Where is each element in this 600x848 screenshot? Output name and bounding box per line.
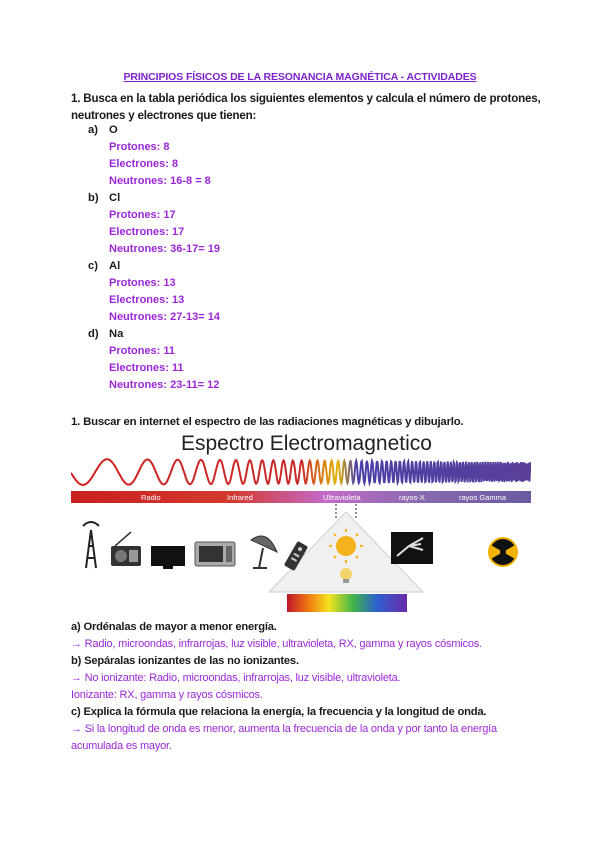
answer-electrones: Electrones: 13 xyxy=(109,294,185,306)
answer-protones: Protones: 8 xyxy=(109,141,170,153)
radio-icon xyxy=(111,532,141,566)
element-symbol: O xyxy=(109,124,118,136)
question-a: a) Ordénalas de mayor a menor energía. xyxy=(71,621,277,633)
answer-b-2: Ionizante: RX, gamma y rayos cósmicos. xyxy=(71,689,263,701)
answer-b-1: → No ionizante: Radio, microondas, infrarrojas, luz visible, ultravioleta. xyxy=(71,672,401,684)
radio-tower-icon xyxy=(83,522,99,568)
band-label-ultravioleta: Ultravioleta xyxy=(323,493,361,502)
band-label-radio: Radio xyxy=(141,493,161,502)
answer-neutrones: Neutrones: 23-11= 12 xyxy=(109,379,220,391)
tv-icon xyxy=(151,546,185,569)
question-c: c) Explica la fórmula que relaciona la energía, la frecuencia y la longitud de onda. xyxy=(71,706,487,718)
spectrum-wave xyxy=(71,459,531,485)
question-b: b) Sepáralas ionizantes de las no ionizantes. xyxy=(71,655,299,667)
band-label-infrared: Infrared xyxy=(227,493,253,502)
spectrum-figure xyxy=(71,428,531,618)
item-letter: d) xyxy=(88,328,99,340)
sun-icon xyxy=(336,536,356,556)
answer-protones: Protones: 17 xyxy=(109,209,176,221)
answer-electrones: Electrones: 17 xyxy=(109,226,185,238)
element-symbol: Cl xyxy=(109,192,121,204)
answer-c-1: → Si la longitud de onda es menor, aumenta la frecuencia de la onda y por tanto la energía xyxy=(71,723,497,735)
element-symbol: Na xyxy=(109,328,124,340)
answer-c-2: acumulada es mayor. xyxy=(71,740,172,752)
item-letter: b) xyxy=(88,192,99,204)
light-bulb-base xyxy=(343,579,349,583)
satellite-dish-icon xyxy=(251,536,277,568)
answer-protones: Protones: 11 xyxy=(109,345,176,357)
item-letter: c) xyxy=(88,260,98,272)
element-symbol: Al xyxy=(109,260,121,272)
answer-protones: Protones: 13 xyxy=(109,277,176,289)
band-label-rayos-gamma: rayos Gamma xyxy=(459,493,507,502)
light-bulb-icon xyxy=(340,568,352,580)
question-2: 1. Buscar en internet el espectro de las radiaciones magnéticas y dibujarlo. xyxy=(71,416,464,428)
answer-a: → Radio, microondas, infrarrojas, luz visible, ultravioleta, RX, gamma y rayos cósmicos. xyxy=(71,638,482,650)
spectrum-title: Espectro Electromagnetico xyxy=(181,432,432,455)
visible-rainbow-bar xyxy=(287,594,407,612)
band-label-rayos-x: rayos-X xyxy=(399,493,425,502)
answer-electrones: Electrones: 11 xyxy=(109,362,184,374)
page-title: PRINCIPIOS FÍSICOS DE LA RESONANCIA MAGNÉTICA - ACTIVIDADES xyxy=(123,71,477,83)
microwave-icon xyxy=(195,542,235,566)
radiation-icon xyxy=(488,537,518,567)
xray-hand-icon xyxy=(391,532,433,564)
question-1: 1. Busca en la tabla periódica los siguientes elementos y calcula el número de protones, neutrones y electrones que tienen: xyxy=(71,92,541,122)
answer-neutrones: Neutrones: 27-13= 14 xyxy=(109,311,220,323)
item-letter: a) xyxy=(88,124,98,136)
answer-neutrones: Neutrones: 36-17= 19 xyxy=(109,243,220,255)
answer-electrones: Electrones: 8 xyxy=(109,158,179,170)
answer-neutrones: Neutrones: 16-8 = 8 xyxy=(109,175,211,187)
